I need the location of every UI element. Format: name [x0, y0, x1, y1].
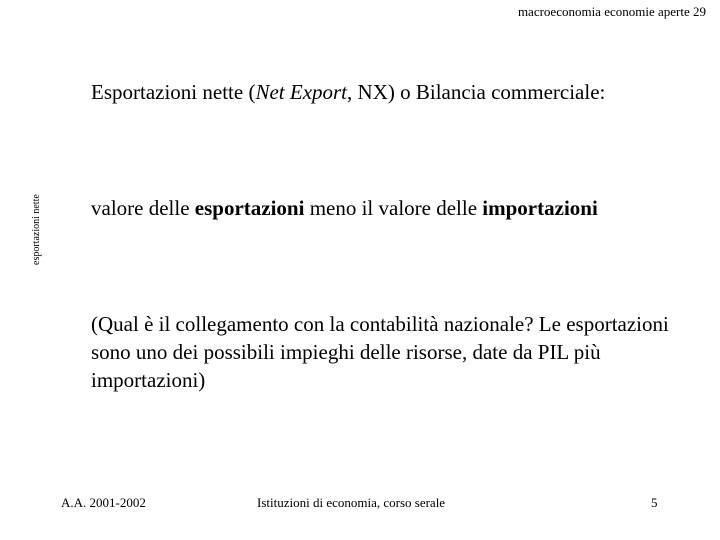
body-bold-exports: esportazioni: [194, 196, 305, 220]
heading-text-end: , NX) o Bilancia commerciale:: [347, 80, 606, 104]
body-bold-imports: importazioni: [482, 196, 598, 220]
heading-italic-term: Net Export: [255, 80, 348, 104]
footer-academic-year: A.A. 2001-2002: [61, 495, 146, 510]
footer-course-name: Istituzioni di economia, corso serale: [257, 495, 446, 510]
vertical-section-label: esportazioni nette: [31, 194, 42, 265]
body-text-1: valore delle: [91, 196, 195, 220]
definition-body: [91, 194, 691, 222]
page-header-title: macroeconomia economie aperte 29: [517, 4, 706, 19]
footer-page-number: 5: [651, 495, 658, 510]
explanatory-note: (Qual è il collegamento con la contabilità nazionale? Le esportazioni sono uno dei possibili impieghi delle risorse, date da PIL più importazioni): [91, 312, 669, 392]
heading-text-start: Esportazioni nette (: [91, 80, 256, 104]
body-text-2: meno il valore delle: [304, 196, 483, 220]
definition-heading: [91, 78, 691, 106]
